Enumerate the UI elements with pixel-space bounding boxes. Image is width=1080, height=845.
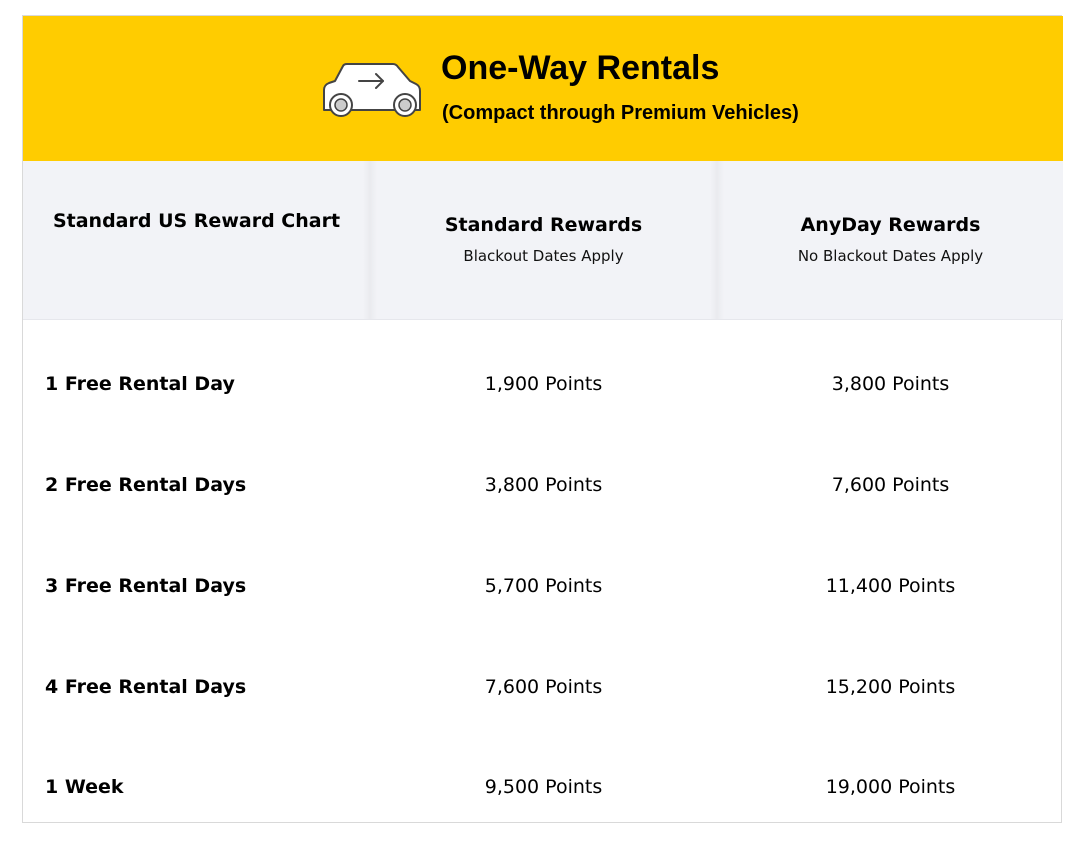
table-row [23,435,1063,536]
chart-title: Standard US Reward Chart [52,210,341,232]
anyday-points: 15,200 Points [825,676,956,698]
standard-points: 1,900 Points [484,373,603,395]
banner-subtitle: (Compact through Premium Vehicles) [442,102,799,124]
reward-chart-card [22,15,1062,823]
banner-title: One-Way Rentals [441,49,720,87]
anyday-points: 11,400 Points [825,575,956,597]
table-row [23,334,1063,435]
anyday-points: 3,800 Points [831,373,950,395]
standard-points: 9,500 Points [484,776,603,798]
column-header-standard [370,213,717,266]
banner [23,16,1063,161]
column-header-note: Blackout Dates Apply [463,247,624,265]
row-label: 1 Free Rental Day [45,373,235,395]
standard-points: 3,800 Points [484,474,603,496]
row-label: 1 Week [45,776,124,798]
row-label: 2 Free Rental Days [45,474,247,496]
column-header-title: Standard Rewards [444,214,643,236]
table-row [23,637,1063,738]
column-header-anyday [717,213,1064,266]
table-header-row [23,161,1063,320]
column-header-title: AnyDay Rewards [800,214,981,236]
standard-points: 5,700 Points [484,575,603,597]
anyday-points: 7,600 Points [831,474,950,496]
column-header-note: No Blackout Dates Apply [797,247,984,265]
anyday-points: 19,000 Points [825,776,956,798]
row-label: 4 Free Rental Days [45,676,247,698]
table-row [23,737,1063,838]
standard-points: 7,600 Points [484,676,603,698]
row-label: 3 Free Rental Days [45,575,247,597]
car-arrow-icon [321,62,423,118]
table-row [23,536,1063,637]
